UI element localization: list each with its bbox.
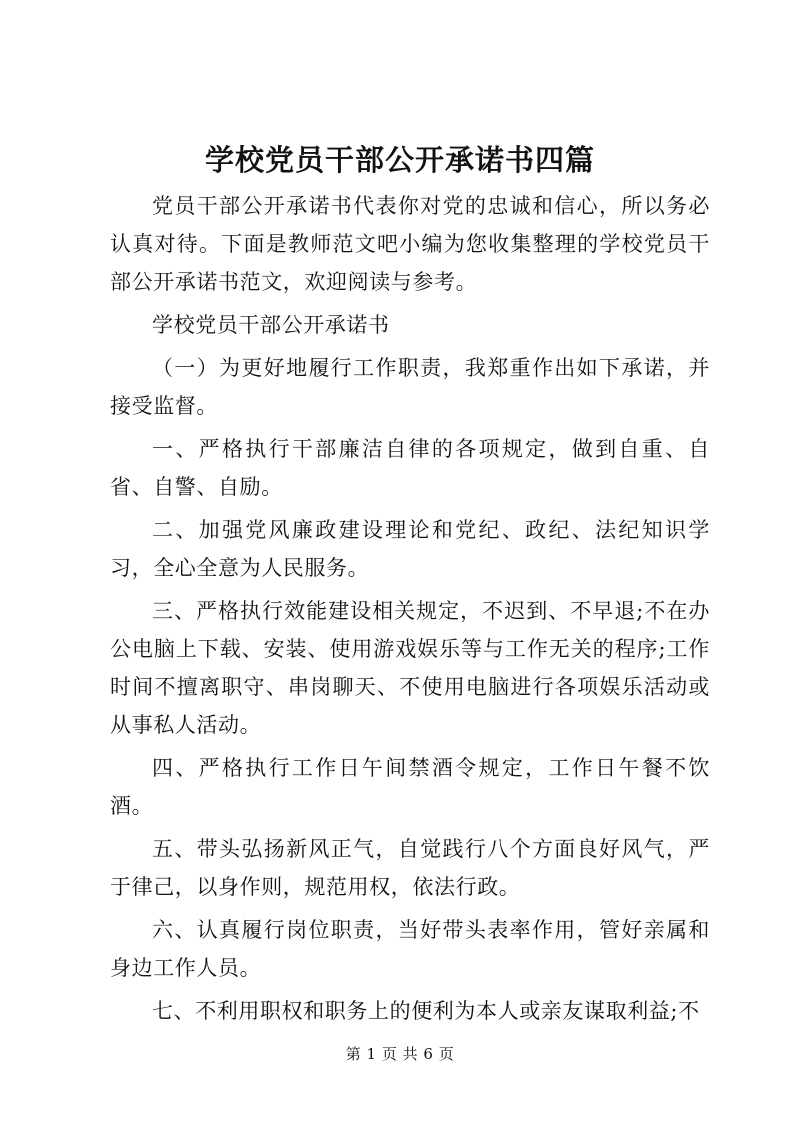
document-title: 学校党员干部公开承诺书四篇 <box>204 143 595 177</box>
intro-paragraph: 党员干部公开承诺书代表你对党的忠诚和信心，所以务必认真对待。下面是教师范文吧小编为您收集整理的学校党员干部公开承诺书范文，欢迎阅读与参考。 <box>110 194 710 294</box>
commitment-item-3: 三、严格执行效能建设相关规定，不迟到、不早退;不在办公电脑上下载、安装、使用游戏娱乐等与工作无关的程序;工作时间不擅离职守、串岗聊天、不使用电脑进行各项娱乐活动或从事私人活动。 <box>110 599 710 737</box>
commitment-item-4: 四、严格执行工作日午间禁酒令规定，工作日午餐不饮酒。 <box>110 756 710 818</box>
commitment-intro-paragraph: （一）为更好地履行工作职责，我郑重作出如下承诺，并接受监督。 <box>110 356 710 418</box>
commitment-item-1: 一、严格执行干部廉洁自律的各项规定，做到自重、自省、自警、自励。 <box>110 437 710 499</box>
document-body <box>110 187 710 1035</box>
commitment-item-5: 五、带头弘扬新风正气，自觉践行八个方面良好风气，严于律己，以身作则，规范用权，依法行政。 <box>110 837 710 899</box>
commitment-item-2: 二、加强党风廉政建设理论和党纪、政纪、法纪知识学习，全心全意为人民服务。 <box>110 518 710 580</box>
page-footer: 第 1 页 共 6 页 <box>345 1045 455 1063</box>
commitment-item-6: 六、认真履行岗位职责，当好带头表率作用，管好亲属和身边工作人员。 <box>110 918 710 980</box>
commitment-item-7: 七、不利用职权和职务上的便利为本人或亲友谋取利益;不 <box>152 999 700 1023</box>
section-heading: 学校党员干部公开承诺书 <box>152 313 390 337</box>
